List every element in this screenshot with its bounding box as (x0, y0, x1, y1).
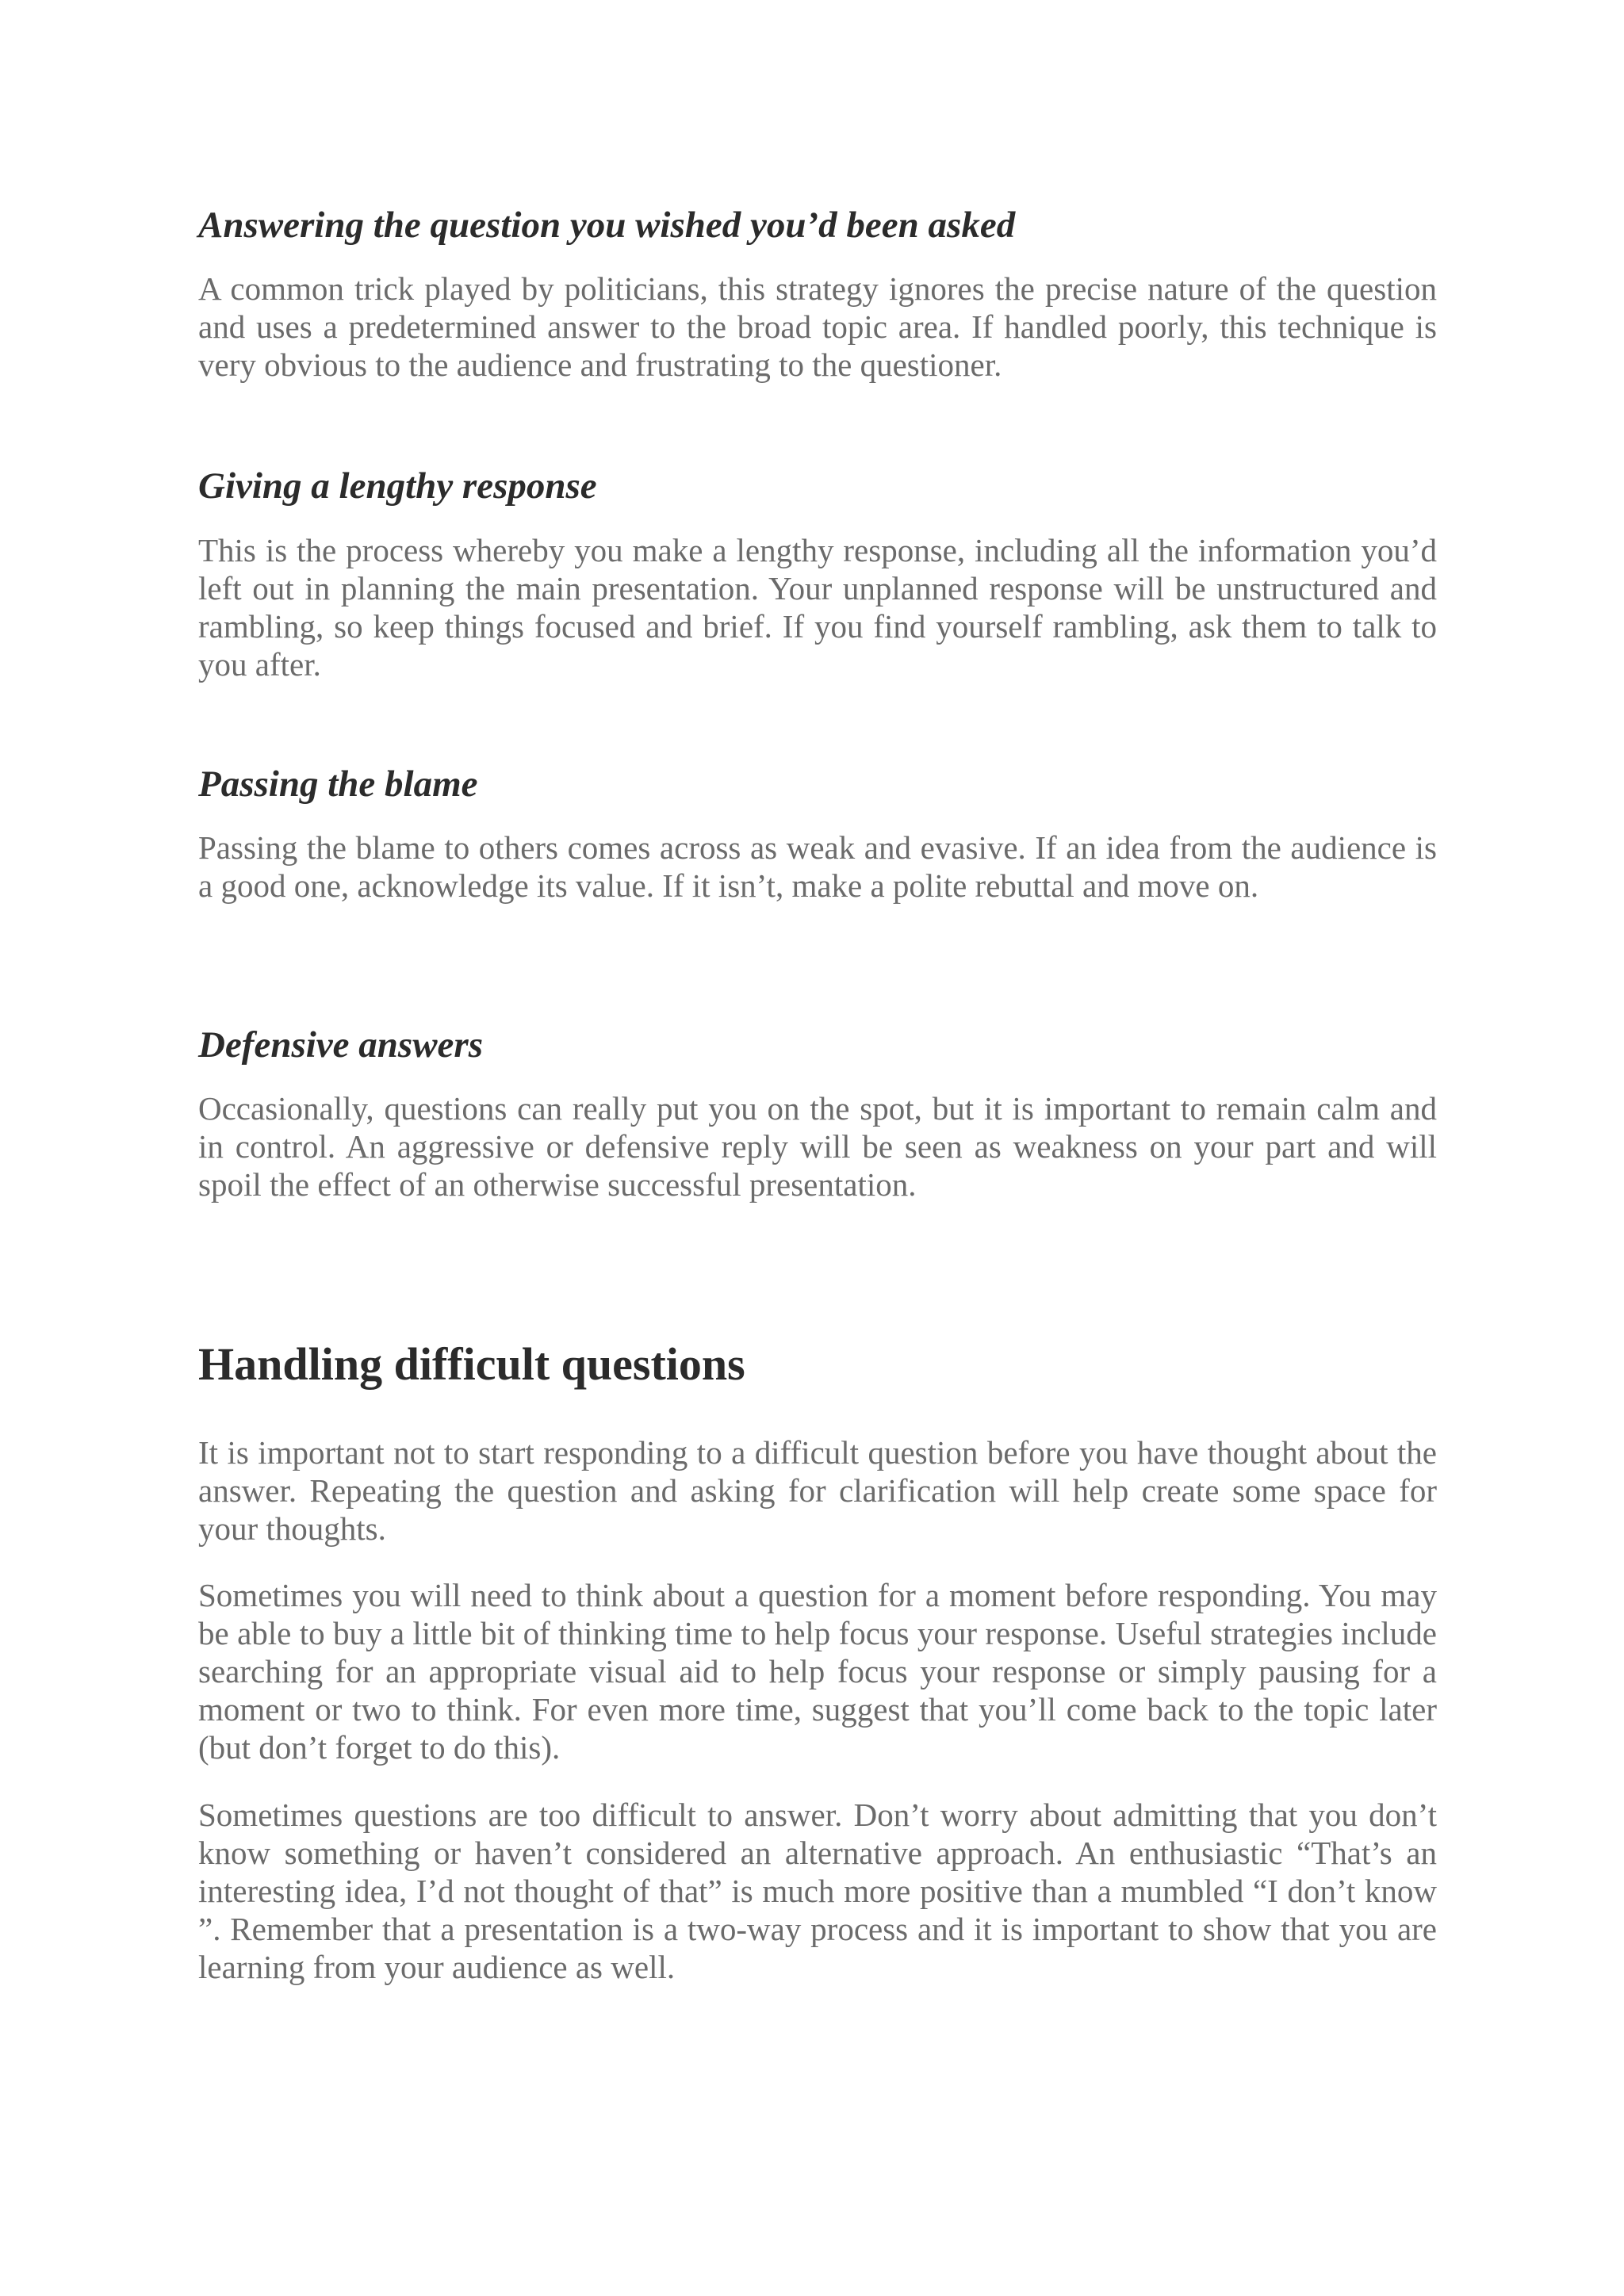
section-heading: Defensive answers (198, 1024, 483, 1066)
section-body: Passing the blame to others comes across as weak and evasive. If an idea from the audience is a good one, acknowledge its value. If it isn’t, make a polite rebuttal and move on. (198, 829, 1437, 904)
section-heading: Giving a lengthy response (198, 465, 597, 507)
body-paragraph: Sometimes you will need to think about a question for a moment before responding. You may be able to buy a little bit of thinking time to help focus your response. Useful strategies include searching for an appropriate visual aid to help focus your response or simply pausing for a moment or two to think. For even more time, suggest that you’ll come back to the topic later (but don’t forget to do this). (198, 1577, 1437, 1766)
section-heading: Answering the question you wished you’d been asked (198, 205, 1016, 246)
body-paragraph: It is important not to start responding to a difficult question before you have thought about the answer. Repeating the question and asking for clarification will help create some space for your thoughts. (198, 1434, 1437, 1547)
section-body: This is the process whereby you make a lengthy response, including all the information you’d left out in planning the main presentation. Your unplanned response will be unstructured and rambling, so keep things focused and brief. If you find yourself rambling, ask them to talk to you after. (198, 532, 1437, 683)
page-title: Handling difficult questions (198, 1338, 745, 1390)
section-heading: Passing the blame (198, 763, 478, 805)
section-body: Occasionally, questions can really put you on the spot, but it is important to remain calm and in control. An aggressive or defensive reply will be seen as weakness on your part and will spoil the effect of an otherwise successful presentation. (198, 1090, 1437, 1203)
section-body: A common trick played by politicians, this strategy ignores the precise nature of the question and uses a predetermined answer to the broad topic area. If handled poorly, this technique is very obvious to the audience and frustrating to the questioner. (198, 270, 1437, 383)
body-paragraph: Sometimes questions are too difficult to answer. Don’t worry about admitting that you don’t know something or haven’t considered an alternative approach. An enthusiastic “That’s an interesting idea, I’d not thought of that” is much more positive than a mumbled “I don’t know ”. Remember that a presentation is a two-way process and it is important to show that you are learning from your audience as well. (198, 1797, 1437, 1985)
